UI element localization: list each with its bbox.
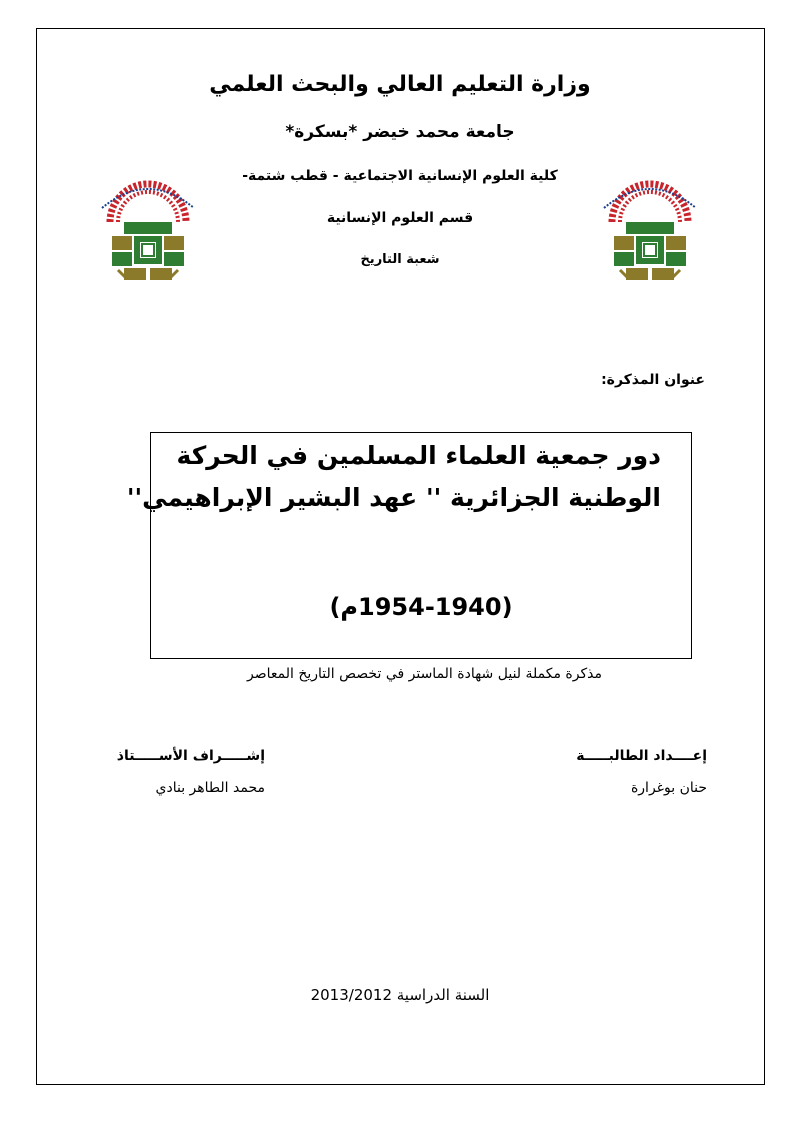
department-name: قسم العلوم الإنسانية xyxy=(326,210,474,226)
academic-year: السنة الدراسية 2013/2012 xyxy=(310,986,490,1004)
university-logo-left xyxy=(98,178,198,288)
ministry-title: وزارة التعليم العالي والبحث العلمي xyxy=(209,72,591,97)
thesis-title-line-2: الوطنية الجزائرية '' عهد البشير الإبراهيمي'' xyxy=(126,483,661,512)
supervisor-label: إشـــــراف الأســـــتاذ xyxy=(116,748,265,764)
faculty-name: كلية العلوم الإنسانية الاجتماعية - قطب شتمة- xyxy=(242,168,558,184)
branch-name: شعبة التاريخ xyxy=(360,252,440,267)
logo-emblem xyxy=(604,184,696,280)
thesis-title-label: عنوان المذكرة: xyxy=(601,372,705,388)
university-name: جامعة محمد خيضر *بسكرة* xyxy=(285,122,515,142)
student-name: حنان بوغرارة xyxy=(630,780,707,796)
student-label: إعــــداد الطالبـــــة xyxy=(576,748,707,764)
degree-subtitle: مذكرة مكملة لنيل شهادة الماستر في تخصص التاريخ المعاصر xyxy=(247,666,602,682)
supervisor-name: محمد الطاهر بنادي xyxy=(155,780,265,796)
logo-emblem xyxy=(102,184,194,280)
title-box xyxy=(126,432,692,659)
thesis-dates: (1954-1940م) xyxy=(329,593,513,621)
thesis-title-line-1: دور جمعية العلماء المسلمين في الحركة xyxy=(176,441,661,470)
university-logo-right xyxy=(600,178,700,288)
